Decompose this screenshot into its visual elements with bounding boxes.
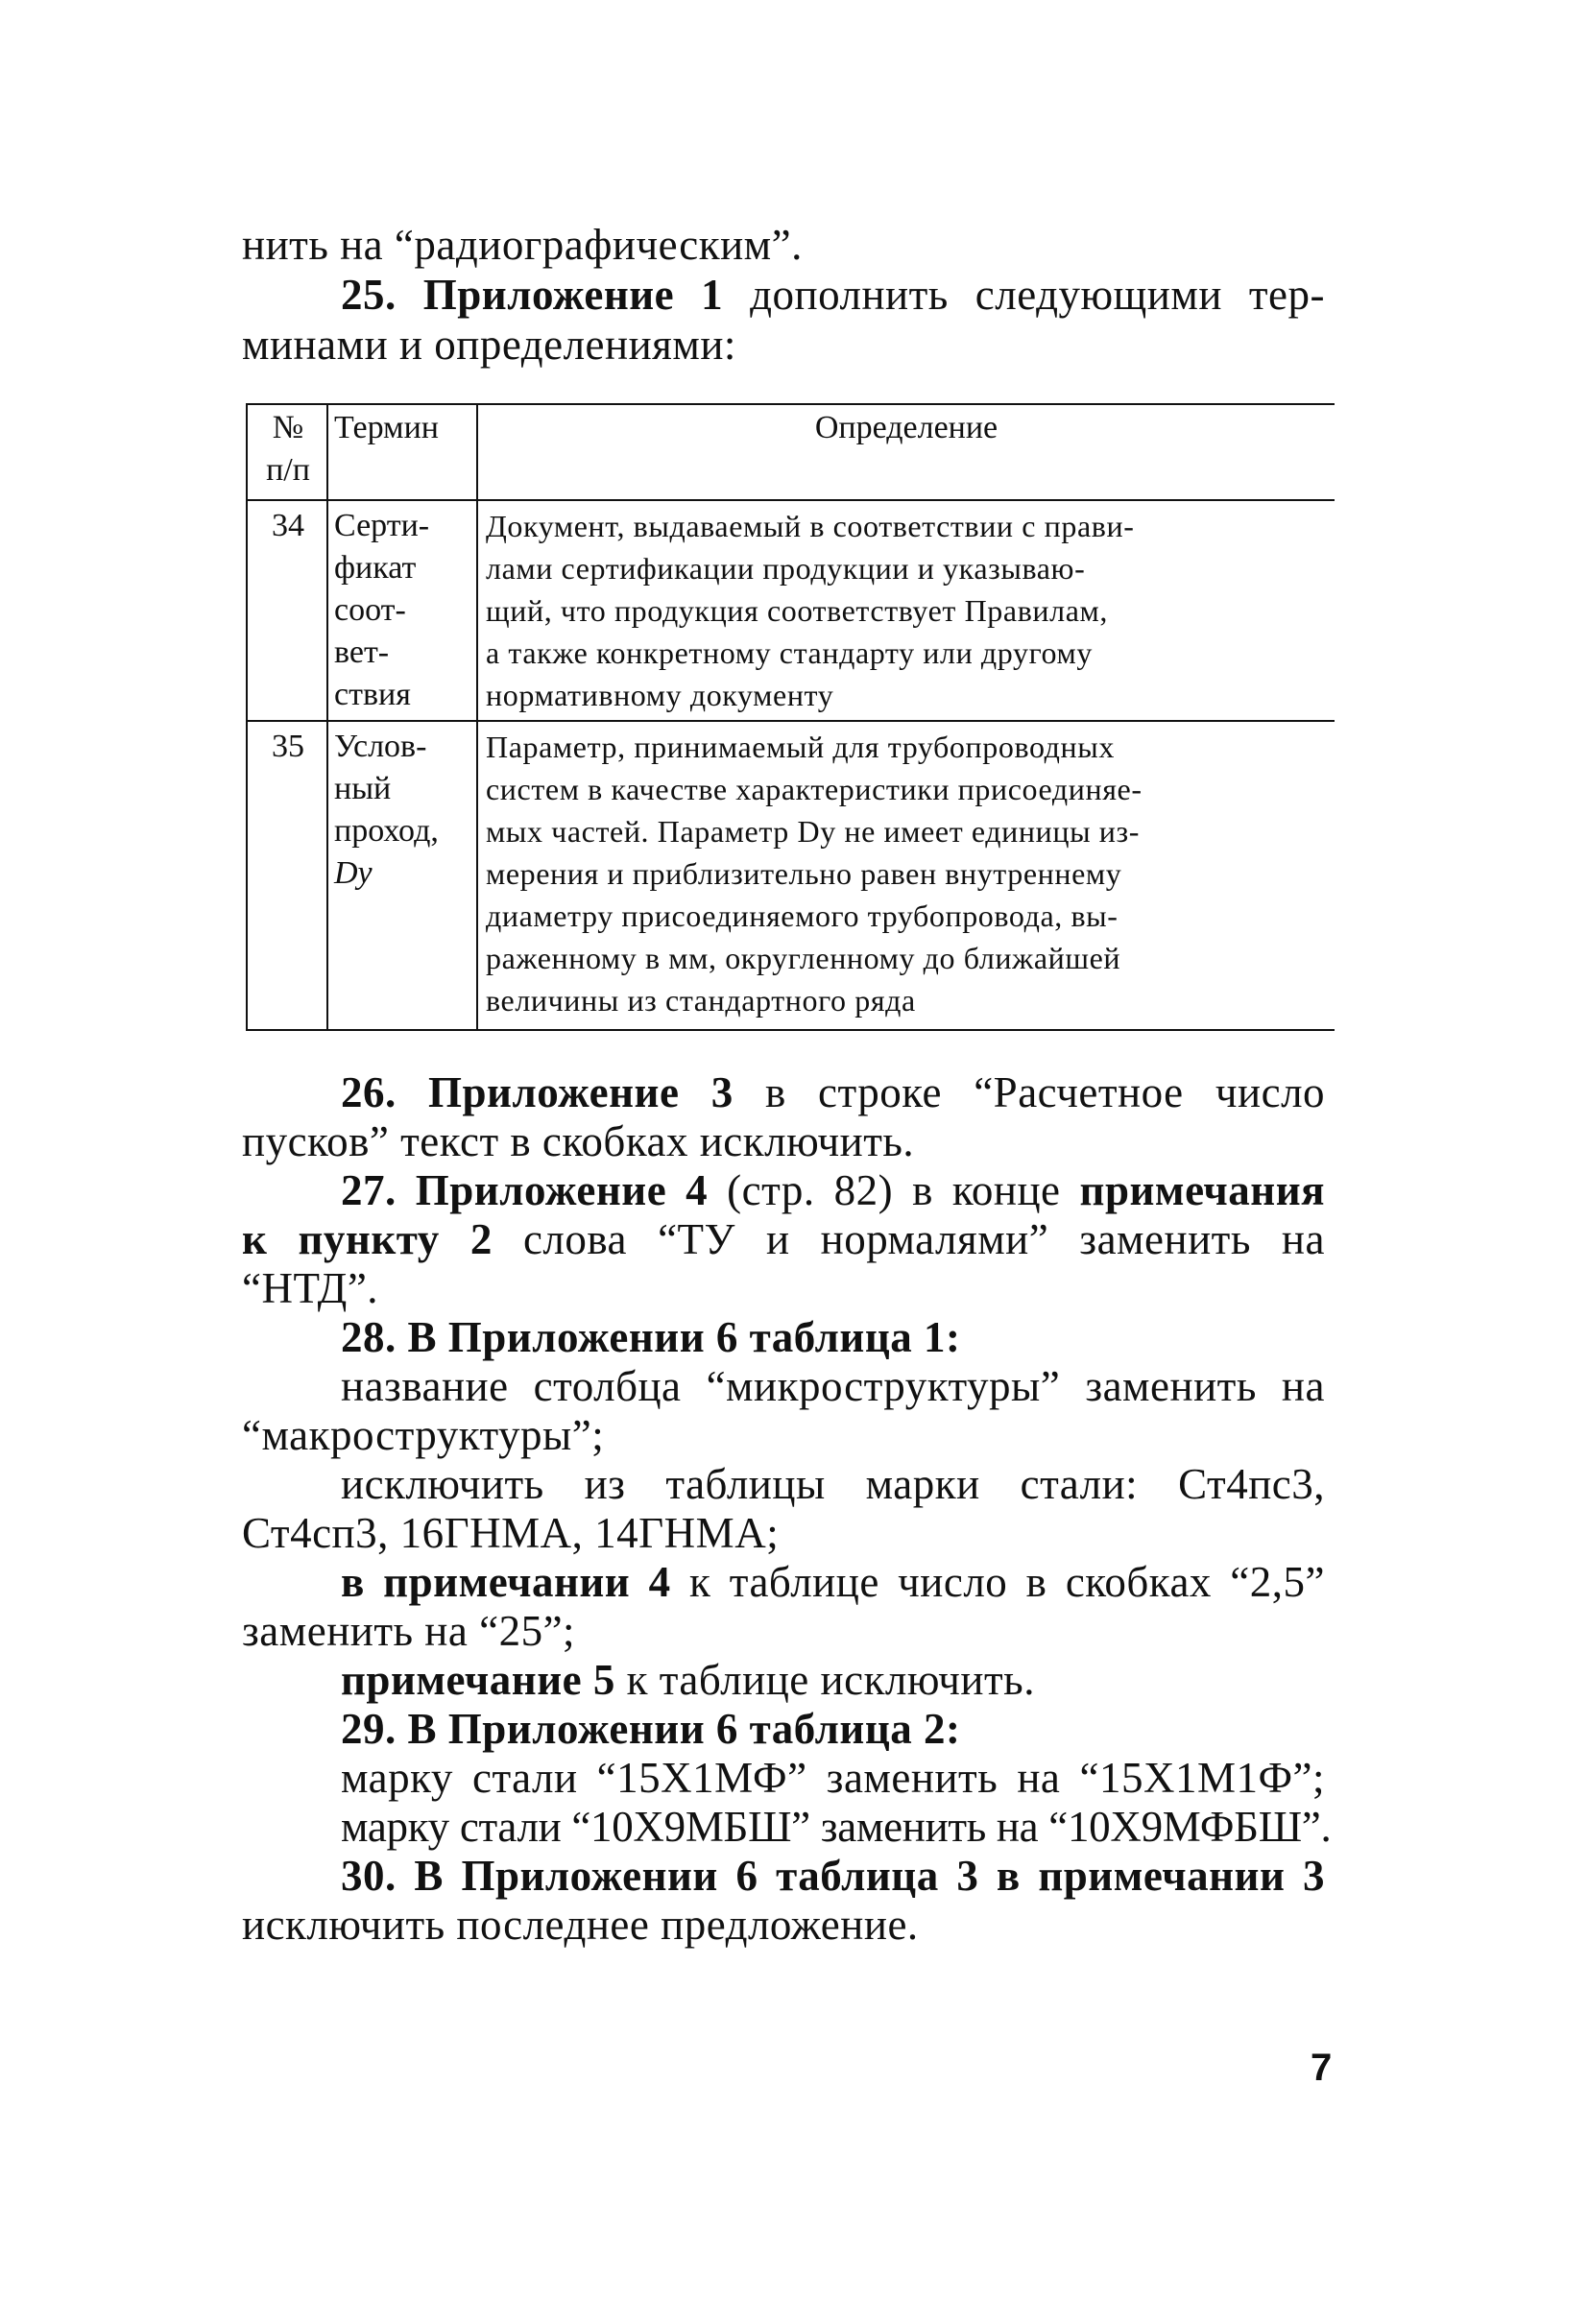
definition-line: а также конкретному стандарту или другому (486, 635, 1093, 670)
term-line: вет- (334, 635, 390, 670)
definition-line: лами сертификации продукции и указываю- (486, 551, 1086, 586)
item-reference: примечания (1079, 1166, 1326, 1214)
item-reference: Приложение 3 (428, 1068, 734, 1116)
definition-line: Параметр, принимаемый для трубопроводных (486, 730, 1115, 764)
item-reference: Приложение 4 (415, 1166, 709, 1214)
definition-line: раженному в мм, округленному до ближайшей (486, 941, 1121, 975)
item-27-heading (341, 1166, 1325, 1214)
definition-line: систем в качестве характеристики присоединяе- (486, 772, 1143, 806)
table-column-divider (326, 403, 328, 1031)
term-line: проход, (334, 813, 439, 849)
definition-line: диаметру присоединяемого трубопровода, вы- (486, 898, 1119, 933)
item-28-line: Ст4сп3, 16ГНМА, 14ГНМА; (242, 1509, 780, 1557)
item-26-heading (341, 1068, 1325, 1116)
header-num (253, 407, 323, 491)
item-reference: к пункту 2 (242, 1215, 493, 1263)
definition-line: мых частей. Параметр Dу не имеет единицы из- (486, 814, 1140, 849)
intro-line: нить на “радиографическим”. (242, 221, 803, 269)
item-number: 25. (341, 271, 397, 319)
item-28-line: название столбца “микроструктуры” заменить на (341, 1362, 1325, 1410)
item-number: 26. (341, 1068, 397, 1116)
item-25-heading (341, 271, 1325, 319)
item-26-line2: пусков” текст в скобках исключить. (242, 1117, 915, 1165)
row-term (334, 726, 439, 895)
item-number: 27. (341, 1166, 397, 1214)
header-num-line: п/п (266, 452, 310, 488)
header-num-line: № (272, 410, 304, 445)
term-line: Услов- (334, 729, 427, 764)
item-30-heading: 30. В Приложении 6 таблица 3 в примечании 3 (341, 1852, 1325, 1900)
definition-line: мерения и приблизительно равен внутреннему (486, 856, 1122, 891)
table-row-divider (246, 720, 1335, 722)
table-header-divider (246, 499, 1335, 501)
item-reference: Приложение 1 (422, 271, 724, 319)
row-definition (486, 505, 1134, 716)
item-28-heading: 28. В Приложении 6 таблица 1: (341, 1313, 961, 1361)
item-28-line (341, 1558, 1325, 1606)
row-number: 34 (272, 508, 304, 543)
term-line: Серти- (334, 508, 430, 543)
definition-line: нормативному документу (486, 678, 834, 712)
table-bottom-border (246, 1029, 1335, 1031)
term-line: фикат (334, 550, 417, 586)
table-column-divider (476, 403, 478, 1031)
definition-line: Документ, выдаваемый в соответствии с прави- (486, 509, 1135, 543)
header-definition: Определение (814, 410, 999, 445)
row-number: 35 (272, 729, 304, 764)
term-line: ный (334, 771, 392, 806)
row-term (334, 505, 429, 716)
item-text: дополнить следующими тер- (723, 271, 1326, 319)
item-28-line (341, 1656, 1325, 1704)
definition-line: величины из стандартного ряда (486, 983, 916, 1018)
term-line: соот- (334, 592, 406, 628)
item-28-line: “макроструктуры”; (242, 1411, 605, 1459)
term-line: ствия (334, 677, 411, 712)
item-text: к таблице исключить. (614, 1656, 1035, 1704)
table-left-border (246, 403, 248, 1031)
table-top-border (246, 403, 1335, 405)
item-29-heading: 29. В Приложении 6 таблица 2: (341, 1705, 961, 1753)
definition-line: щий, что продукция соответствует Правилам, (486, 593, 1108, 628)
header-term: Термин (334, 410, 439, 445)
item-text: слова “ТУ и нормалями” заменить на (492, 1215, 1325, 1263)
row-definition (486, 726, 1143, 1021)
item-30-line2: исключить последнее предложение. (242, 1901, 919, 1949)
terms-table (246, 403, 1335, 1031)
item-27-line3: “НТД”. (242, 1264, 379, 1312)
item-text: в строке “Расчетное число (733, 1068, 1326, 1116)
item-27-line2 (242, 1215, 1325, 1263)
item-28-line: заменить на “25”; (242, 1607, 576, 1655)
item-text: (стр. 82) в конце (708, 1166, 1080, 1214)
page-number: 7 (1311, 2047, 1333, 2089)
item-reference: в примечании 4 (341, 1558, 671, 1606)
item-29-line: марку стали “10Х9МБШ” заменить на “10Х9МФБШ”. (341, 1803, 1332, 1851)
term-line: Dу (334, 855, 373, 891)
item-reference: примечание 5 (341, 1656, 615, 1704)
item-text: к таблице число в скобках “2,5” (670, 1558, 1325, 1606)
item-29-line: марку стали “15Х1МФ” заменить на “15Х1М1Ф”; (341, 1754, 1325, 1802)
item-28-line: исключить из таблицы марки стали: Ст4пс3, (341, 1460, 1325, 1508)
item-25-line2: минами и определениями: (242, 321, 736, 369)
